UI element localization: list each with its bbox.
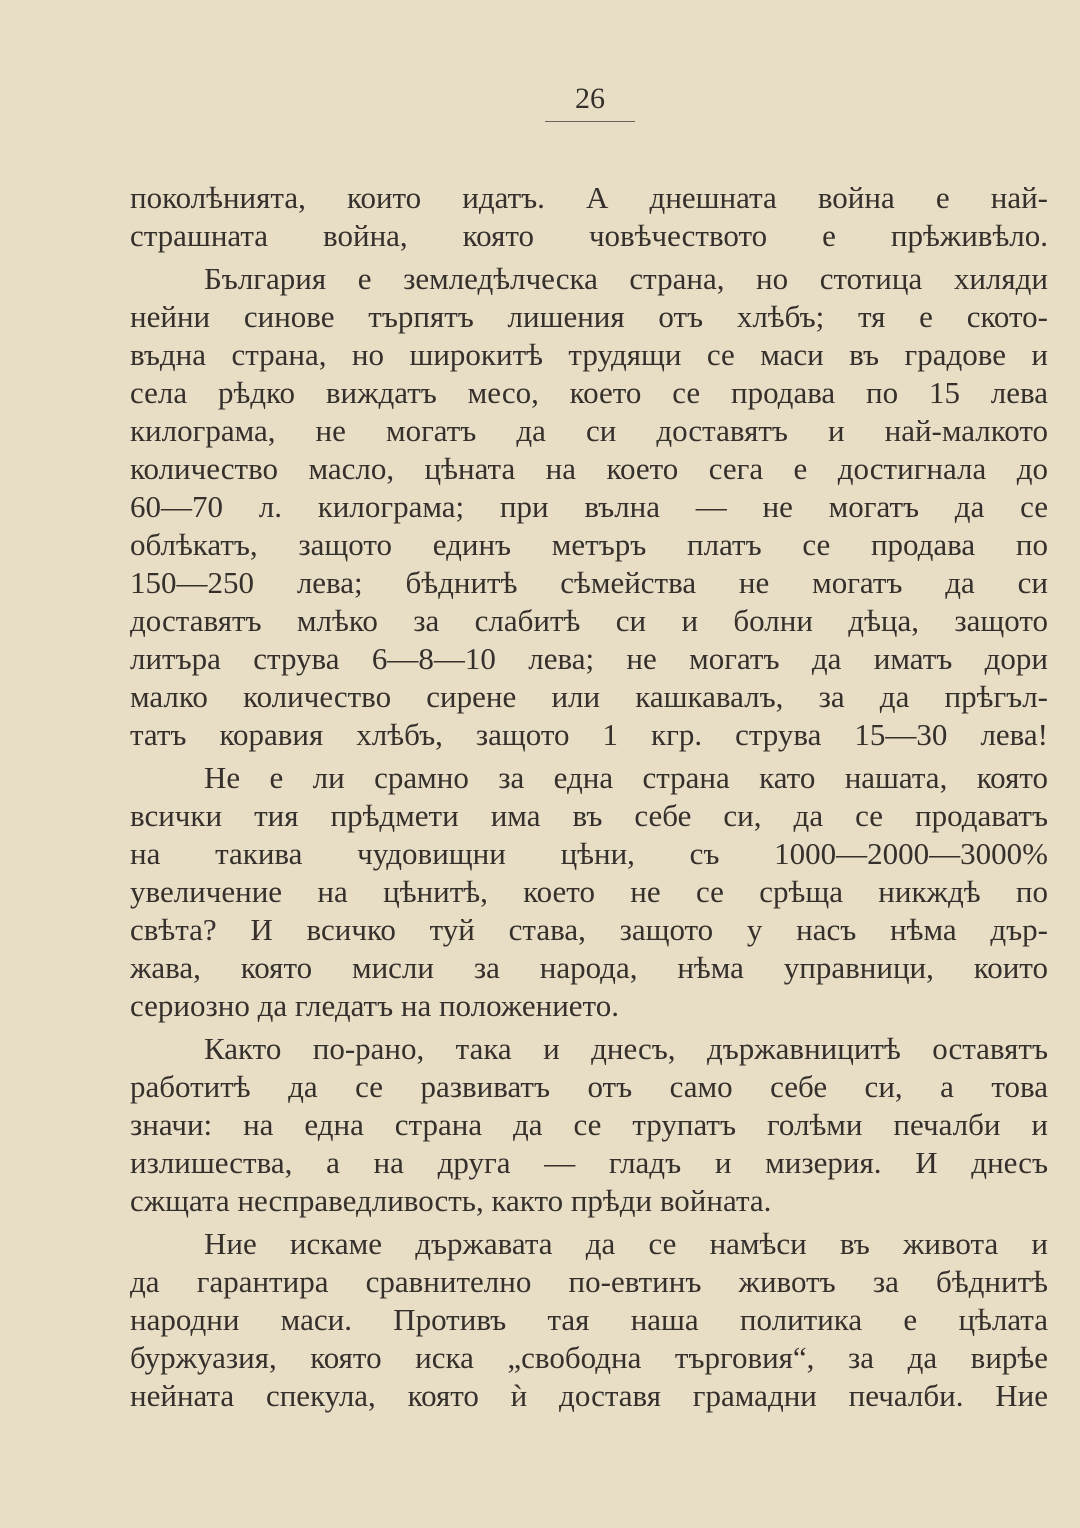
paragraph (130, 1030, 1048, 1220)
body-text (130, 179, 1048, 1420)
text-line: поколѣнията, които идатъ. А днешната война е най- (130, 180, 1048, 215)
text-line: жава, която мисли за народа, нѣма управници, които (130, 950, 1048, 985)
page-number: 26 (575, 82, 605, 115)
text-line: да гарантира сравнително по-евтинъ животъ за бѣднитѣ (130, 1264, 1048, 1299)
text-line: нейната спекула, която ѝ доставя грамадни печалби. Ние (130, 1378, 1048, 1413)
text-line: въдна страна, но широкитѣ трудящи се маси въ градове и (130, 337, 1048, 372)
paragraph (130, 759, 1048, 1025)
text-line: народни маси. Противъ тая наша политика е цѣлата (130, 1302, 1048, 1337)
text-line: сериозно да гледатъ на положението. (130, 988, 619, 1023)
text-line: литъра струва 6—8—10 лева; не могатъ да иматъ дори (130, 641, 1048, 676)
text-line: татъ коравия хлѣбъ, защото 1 кгр. струва 15—30 лева! (130, 717, 1048, 752)
text-line: увеличение на цѣнитѣ, което не се срѣща никждѣ по (130, 874, 1048, 909)
text-line: Както по-рано, така и днесъ, държавницитѣ оставятъ (204, 1031, 1048, 1066)
paragraph (130, 260, 1048, 754)
text-line: на такива чудовищни цѣни, съ 1000—2000—3000% (130, 836, 1048, 871)
text-line: облѣкатъ, защото единъ метъръ платъ се продава по (130, 527, 1048, 562)
text-line: излишества, а на друга — гладъ и мизерия. И днесъ (130, 1145, 1048, 1180)
text-line: Не е ли срамно за една страна като нашата, която (204, 760, 1048, 795)
text-line: доставятъ млѣко за слабитѣ си и болни дѣца, защото (130, 603, 1048, 638)
text-line: нейни синове търпятъ лишения отъ хлѣбъ; тя е ското- (130, 299, 1048, 334)
text-line: всички тия прѣдмети има въ себе си, да се продаватъ (130, 798, 1048, 833)
text-line: страшната война, която човѣчеството е прѣживѣло. (130, 218, 1048, 253)
text-line: свѣта? И всичко туй става, защото у насъ нѣма дър- (130, 912, 1048, 947)
text-line: работитѣ да се развиватъ отъ само себе си, а това (130, 1069, 1048, 1104)
text-line: села рѣдко виждатъ месо, което се продава по 15 лева (130, 375, 1048, 410)
paragraph (130, 1225, 1048, 1415)
text-line: 150—250 лева; бѣднитѣ сѣмейства не могатъ да си (130, 565, 1048, 600)
text-line: малко количество сирене или кашкавалъ, за да прѣгъл- (130, 679, 1048, 714)
text-line: Ние искаме държавата да се намѣси въ живота и (204, 1226, 1048, 1261)
text-line: 60—70 л. килограма; при вълна — не могатъ да се (130, 489, 1048, 524)
text-line: значи: на една страна да се трупатъ голѣми печалби и (130, 1107, 1048, 1142)
text-line: сжщата несправедливость, както прѣди войната. (130, 1183, 772, 1218)
text-line: килограма, не могатъ да си доставятъ и най-малкото (130, 413, 1048, 448)
paragraph (130, 179, 1048, 255)
text-line: буржуазия, която иска „свободна търговия“, за да вирѣе (130, 1340, 1048, 1375)
page-number-rule (545, 121, 635, 122)
text-line: България е земледѣлческа страна, но стотица хиляди (204, 261, 1048, 296)
text-line: количество масло, цѣната на което сега е достигнала до (130, 451, 1048, 486)
